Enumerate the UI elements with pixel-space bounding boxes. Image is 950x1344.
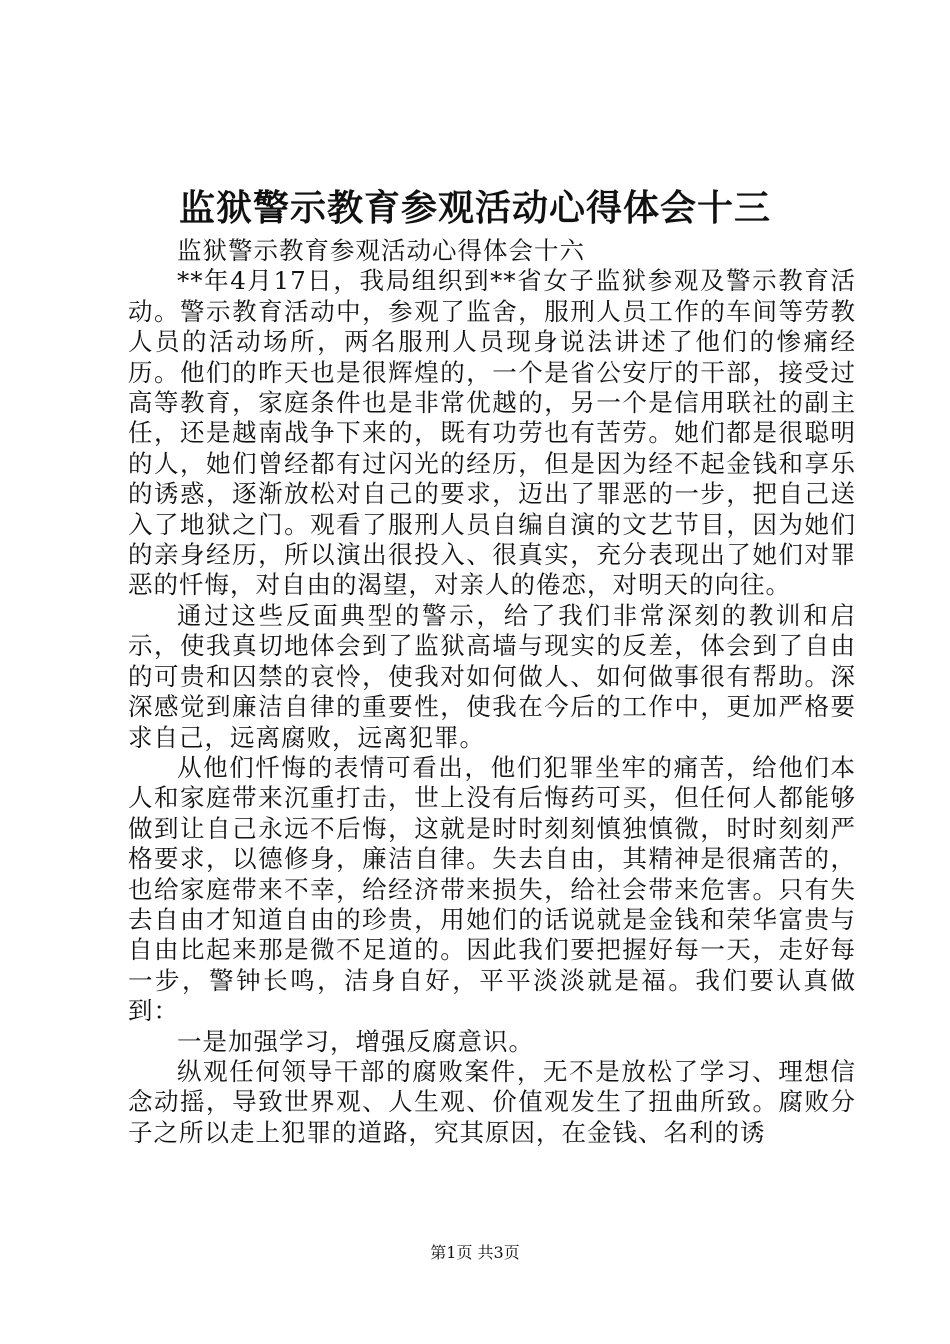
subtitle-paragraph: 监狱警示教育参观活动心得体会十六 [177, 236, 585, 265]
body-paragraph: 纵观任何领导干部的腐败案件，无不是放松了学习、理想信念动摇，导致世界观、人生观、价值观发生了扭曲所致。腐败分子之所以走上犯罪的道路，究其原因，在金钱、名利的诱 [128, 1056, 856, 1147]
body-paragraph: 通过这些反面典型的警示，给了我们非常深刻的教训和启示，使我真切地体会到了监狱高墙与现实的反差，体会到了自由的可贵和囚禁的哀怜，使我对如何做人、如何做事很有帮助。深深感觉到廉洁自律的重要性，使我在今后的工作中，更加严格要求自己，远离腐败，远离犯罪。 [128, 600, 856, 752]
page-number-footer: 第1页 共3页 [430, 1243, 520, 1262]
body-paragraph: 从他们忏悔的表情可看出，他们犯罪坐牢的痛苦，给他们本人和家庭带来沉重打击，世上没有后悔药可买，但任何人都能够做到让自己永远不后悔，这就是时时刻刻慎独慎微，时时刻刻严格要求，以德修身，廉洁自律。失去自由，其精神是很痛苦的，也给家庭带来不幸，给经济带来损失，给社会带来危害。只有失去自由才知道自由的珍贵，用她们的话说就是金钱和荣华富贵与自由比起来那是微不足道的。因此我们要把握好每一天，走好每一步，警钟长鸣，洁身自好，平平淡淡就是福。我们要认真做到： [128, 752, 856, 1026]
section-heading: 一是加强学习，增强反腐意识。 [177, 1026, 534, 1056]
document-title: 监狱警示教育参观活动心得体会十三 [178, 187, 771, 229]
body-paragraph: **年4月17日，我局组织到**省女子监狱参观及警示教育活动。警示教育活动中，参观了监舍，服刑人员工作的车间等劳教人员的活动场所，两名服刑人员现身说法讲述了他们的惨痛经历。他们的昨天也是很辉煌的，一个是省公安厅的干部，接受过高等教育，家庭条件也是非常优越的，另一个是信用联社的副主任，还是越南战争下来的，既有功劳也有苦劳。她们都是很聪明的人，她们曾经都有过闪光的经历，但是因为经不起金钱和享乐的诱惑，逐渐放松对自己的要求，迈出了罪恶的一步，把自己送入了地狱之门。观看了服刑人员自编自演的文艺节目，因为她们的亲身经历，所以演出很投入、很真实，充分表现出了她们对罪恶的忏悔，对自由的渴望，对亲人的倦恋，对明天的向往。 [128, 266, 856, 600]
document-body [128, 236, 856, 1148]
